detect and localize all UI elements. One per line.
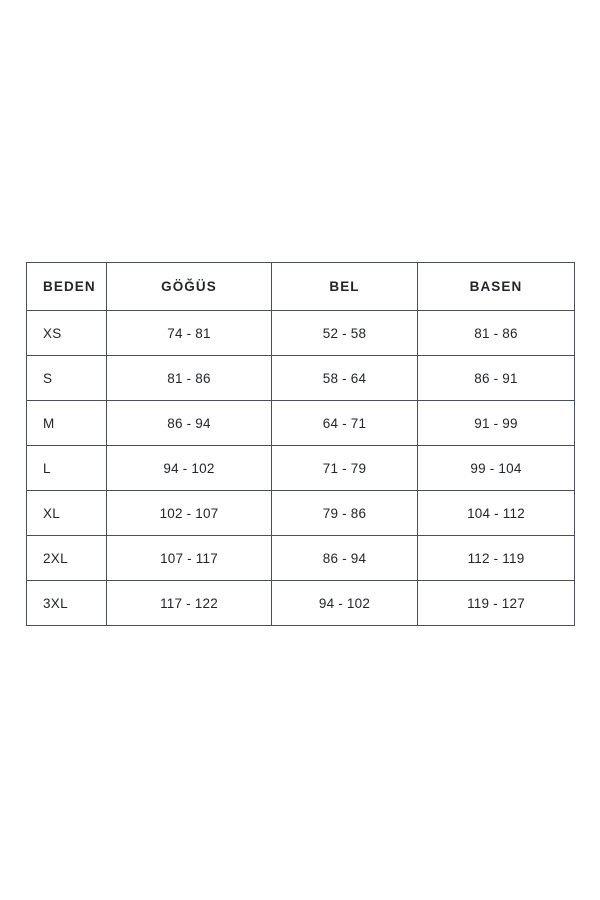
cell-bel: 79 - 86 — [272, 491, 418, 536]
cell-basen: 112 - 119 — [418, 536, 575, 581]
cell-basen: 104 - 112 — [418, 491, 575, 536]
cell-gogus: 102 - 107 — [107, 491, 272, 536]
table-body — [27, 311, 575, 626]
table-row — [27, 536, 575, 581]
size-table-container — [26, 262, 574, 626]
cell-gogus: 94 - 102 — [107, 446, 272, 491]
cell-bel: 71 - 79 — [272, 446, 418, 491]
cell-bel: 52 - 58 — [272, 311, 418, 356]
size-chart-table — [26, 262, 575, 626]
table-header-row — [27, 263, 575, 311]
cell-size: M — [27, 401, 107, 446]
cell-size: XS — [27, 311, 107, 356]
table-row — [27, 356, 575, 401]
table-row — [27, 311, 575, 356]
column-header-bel: BEL — [272, 263, 418, 311]
cell-basen: 119 - 127 — [418, 581, 575, 626]
table-row — [27, 581, 575, 626]
cell-size: XL — [27, 491, 107, 536]
column-header-beden: BEDEN — [27, 263, 107, 311]
cell-bel: 86 - 94 — [272, 536, 418, 581]
cell-basen: 86 - 91 — [418, 356, 575, 401]
table-row — [27, 446, 575, 491]
cell-gogus: 117 - 122 — [107, 581, 272, 626]
cell-gogus: 107 - 117 — [107, 536, 272, 581]
cell-gogus: 74 - 81 — [107, 311, 272, 356]
cell-basen: 91 - 99 — [418, 401, 575, 446]
cell-size: 2XL — [27, 536, 107, 581]
cell-size: 3XL — [27, 581, 107, 626]
cell-bel: 64 - 71 — [272, 401, 418, 446]
cell-size: S — [27, 356, 107, 401]
cell-basen: 99 - 104 — [418, 446, 575, 491]
cell-gogus: 86 - 94 — [107, 401, 272, 446]
table-row — [27, 491, 575, 536]
table-header — [27, 263, 575, 311]
table-row — [27, 401, 575, 446]
cell-bel: 58 - 64 — [272, 356, 418, 401]
cell-bel: 94 - 102 — [272, 581, 418, 626]
cell-size: L — [27, 446, 107, 491]
column-header-gogus: GÖĞÜS — [107, 263, 272, 311]
cell-basen: 81 - 86 — [418, 311, 575, 356]
column-header-basen: BASEN — [418, 263, 575, 311]
cell-gogus: 81 - 86 — [107, 356, 272, 401]
